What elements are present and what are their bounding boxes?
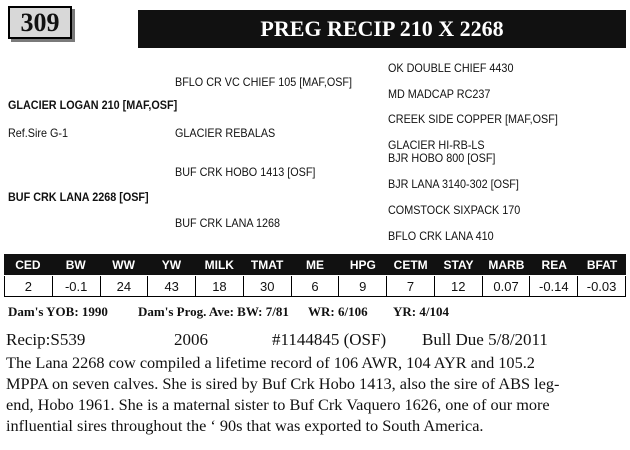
pedigree-ss-sire: OK DOUBLE CHIEF 4430 <box>388 61 514 75</box>
epd-value-hpg: 9 <box>339 276 387 296</box>
epd-header-ww: WW <box>112 257 135 272</box>
epd-value-bw: -0.1 <box>53 276 101 296</box>
epd-value-tmat: 30 <box>244 276 292 296</box>
lot-number: 309 <box>8 6 72 39</box>
epd-values-row <box>4 276 626 297</box>
epd-value-marb: 0.07 <box>483 276 531 296</box>
description-line: MPPA on seven calves. She is sired by Buf Crk Hobo 1413, also the sire of ABS leg- <box>6 374 560 393</box>
registration-number: #1144845 (OSF) <box>272 330 387 349</box>
pedigree-ds-sire: BJR HOBO 800 [OSF] <box>388 151 496 165</box>
pedigree-dam-dam: BUF CRK LANA 1268 <box>175 216 281 230</box>
dam-prog-bw: Dam's Prog. Ave: BW: 7/81 <box>138 304 289 319</box>
epd-header-yw: YW <box>161 257 182 272</box>
pedigree-sd-sire: CREEK SIDE COPPER [MAF,OSF] <box>388 112 558 126</box>
pedigree-sire-sire: BFLO CR VC CHIEF 105 [MAF,OSF] <box>175 75 353 89</box>
epd-header-milk: MILK <box>204 257 234 272</box>
dam-stats-row <box>8 304 608 320</box>
epd-header-bw: BW <box>65 257 86 272</box>
recip-info-row <box>6 330 606 352</box>
description-line: The Lana 2268 cow compiled a lifetime record of 106 AWR, 104 AYR and 105.2 <box>6 353 535 372</box>
epd-value-milk: 18 <box>196 276 244 296</box>
dam-wr: WR: 6/106 <box>308 304 368 319</box>
epd-value-cetm: 7 <box>387 276 435 296</box>
epd-header-tmat: TMAT <box>250 257 284 272</box>
dam-yob: Dam's YOB: 1990 <box>8 304 108 319</box>
epd-value-yw: 43 <box>148 276 196 296</box>
epd-header-row <box>4 254 626 275</box>
pedigree-dam-sire: BUF CRK HOBO 1413 [OSF] <box>175 165 316 179</box>
recip-year: 2006 <box>174 330 208 349</box>
epd-header-marb: MARB <box>488 257 525 272</box>
epd-value-ced: 2 <box>5 276 53 296</box>
epd-value-me: 6 <box>292 276 340 296</box>
epd-header-rea: REA <box>541 257 567 272</box>
epd-value-rea: -0.14 <box>530 276 578 296</box>
epd-value-bfat: -0.03 <box>578 276 626 296</box>
epd-header-stay: STAY <box>443 257 474 272</box>
pedigree-sire-dam: GLACIER REBALAS <box>175 126 276 140</box>
description-line: end, Hobo 1961. She is a maternal sister to Buf Crk Vaquero 1626, one of our more <box>6 395 550 414</box>
epd-header-me: ME <box>305 257 324 272</box>
pedigree-sire: GLACIER LOGAN 210 [MAF,OSF] <box>8 98 178 112</box>
pedigree-dam: BUF CRK LANA 2268 [OSF] <box>8 190 149 204</box>
recip-id: Recip:S539 <box>6 330 86 349</box>
pedigree-dd-dam: BFLO CRK LANA 410 <box>388 229 494 243</box>
epd-header-cetm: CETM <box>393 257 428 272</box>
pedigree-ss-dam: MD MADCAP RC237 <box>388 87 491 101</box>
description-line: influential sires throughout the ‘ 90s that was exported to South America. <box>6 416 484 435</box>
pedigree-dd-sire: COMSTOCK SIXPACK 170 <box>388 203 521 217</box>
lot-title: PREG RECIP 210 X 2268 <box>138 10 626 48</box>
epd-header-hpg: HPG <box>349 257 376 272</box>
epd-header-bfat: BFAT <box>586 257 618 272</box>
pedigree-ref-sire: Ref.Sire G-1 <box>8 126 69 140</box>
epd-value-stay: 12 <box>435 276 483 296</box>
dam-yr: YR: 4/104 <box>393 304 449 319</box>
lot-description <box>6 352 621 436</box>
epd-value-ww: 24 <box>101 276 149 296</box>
epd-header-ced: CED <box>15 257 41 272</box>
pedigree-sd-dam: GLACIER HI-RB-LS <box>388 138 485 152</box>
pedigree-ds-dam: BJR LANA 3140-302 [OSF] <box>388 177 519 191</box>
bull-due-date: Bull Due 5/8/2011 <box>422 330 548 349</box>
